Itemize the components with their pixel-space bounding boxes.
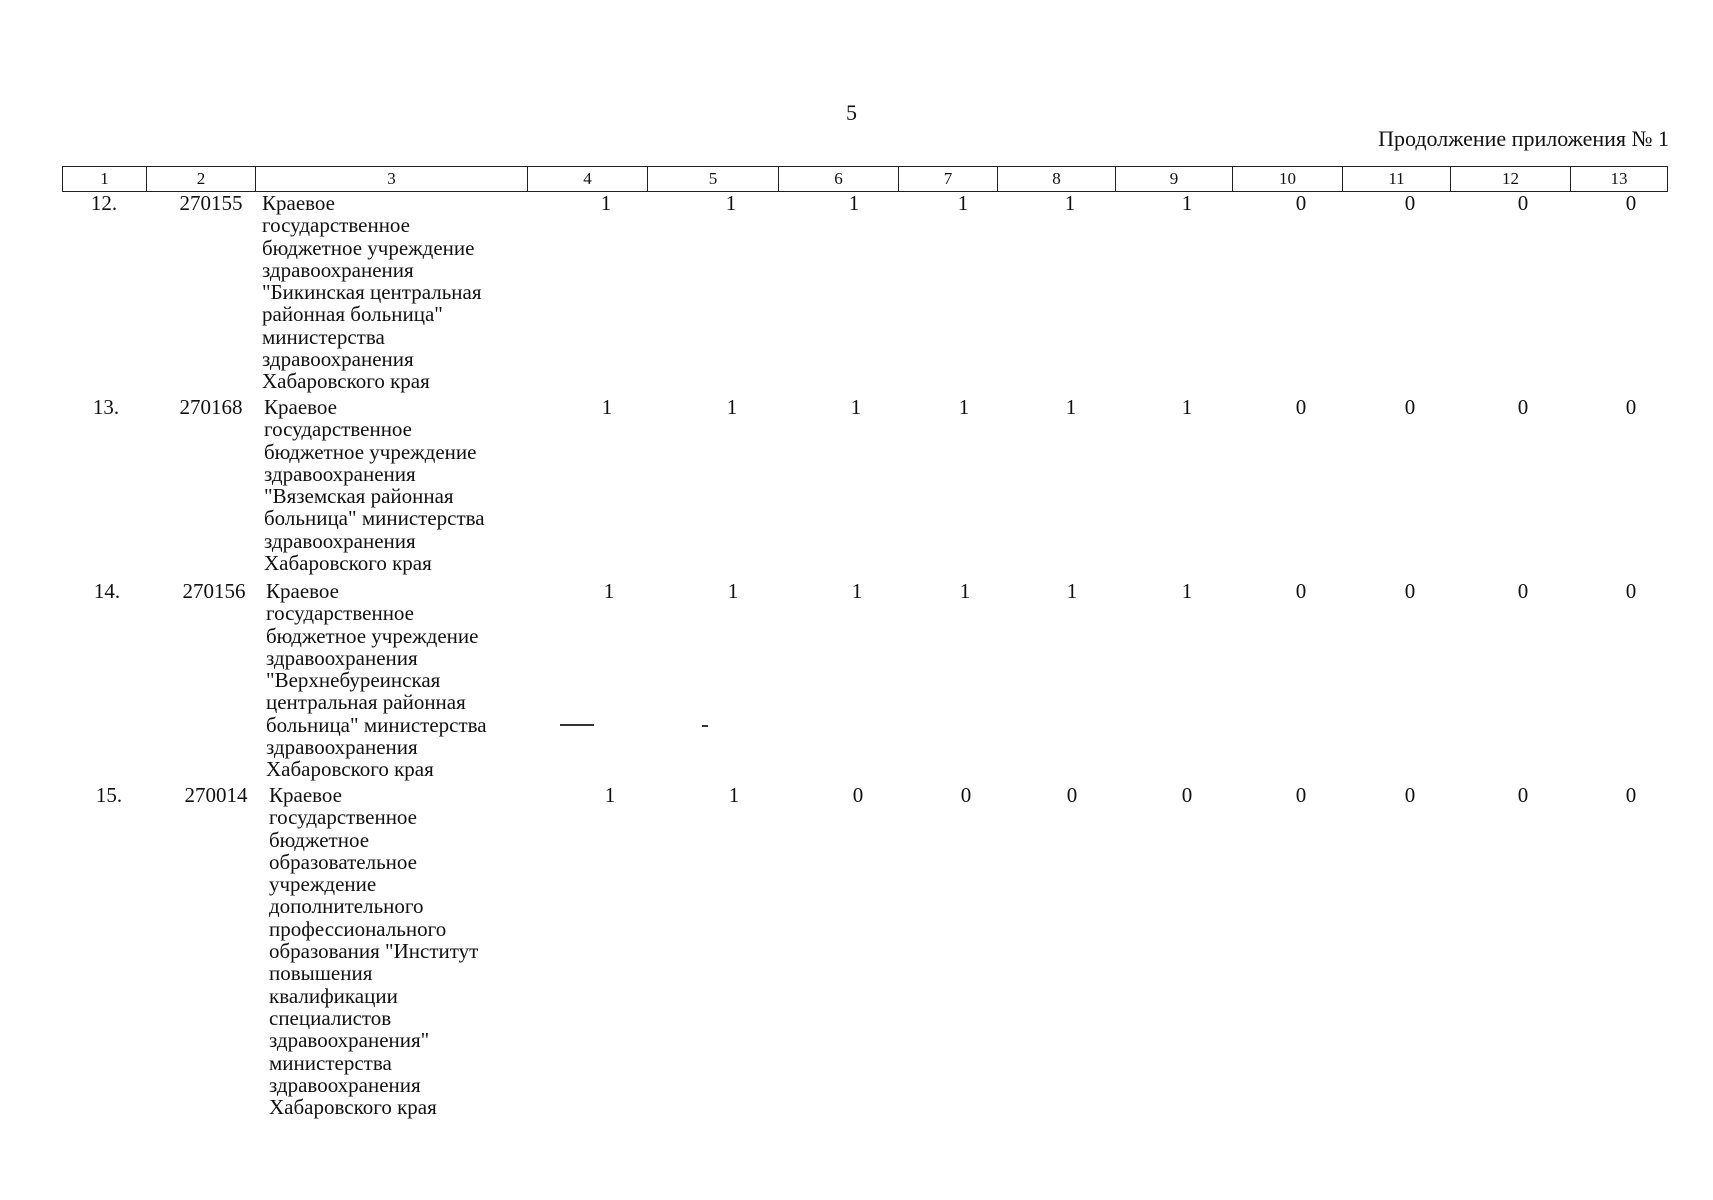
- row-code: 270156: [182, 579, 246, 603]
- value-col-9: 1: [1181, 395, 1193, 419]
- value-col-5: 1: [727, 579, 739, 603]
- value-col-13: 0: [1625, 783, 1637, 807]
- value-col-12: 0: [1517, 191, 1529, 215]
- column-header-row: [62, 166, 1668, 192]
- value-col-4: 1: [601, 395, 613, 419]
- value-col-7: 0: [960, 783, 972, 807]
- value-col-13: 0: [1625, 395, 1637, 419]
- organization-name: Краевое государственное бюджетное учреждение здравоохранения "Верхнебуреинская центральная районная больница" министерства здравоохранения Хабаровского края: [266, 579, 487, 782]
- column-header: 3: [256, 167, 528, 192]
- value-col-11: 0: [1404, 579, 1416, 603]
- column-header: 5: [648, 167, 779, 192]
- value-col-6: 1: [851, 579, 863, 603]
- value-col-5: 1: [725, 191, 737, 215]
- value-col-6: 1: [850, 395, 862, 419]
- value-col-10: 0: [1295, 783, 1307, 807]
- value-col-11: 0: [1404, 395, 1416, 419]
- value-col-10: 0: [1295, 395, 1307, 419]
- row-index: 12.: [90, 191, 118, 215]
- row-index: 15.: [95, 783, 123, 807]
- value-col-10: 0: [1295, 579, 1307, 603]
- appendix-continuation-note: Продолжение приложения № 1: [1378, 126, 1669, 151]
- value-col-9: 1: [1181, 579, 1193, 603]
- row-code: 270168: [179, 395, 243, 419]
- organization-name: Краевое государственное бюджетное учреждение здравоохранения "Вяземская районная больница" министерства здравоохранения Хабаровского края: [264, 395, 485, 576]
- value-col-11: 0: [1404, 783, 1416, 807]
- value-col-11: 0: [1404, 191, 1416, 215]
- value-col-7: 1: [957, 191, 969, 215]
- column-header: 9: [1116, 167, 1233, 192]
- value-col-12: 0: [1517, 579, 1529, 603]
- scan-stroke: [702, 725, 708, 727]
- page-number: 5: [846, 100, 857, 125]
- column-header: 13: [1571, 167, 1668, 192]
- value-col-5: 1: [728, 783, 740, 807]
- column-header: 2: [147, 167, 256, 192]
- value-col-8: 1: [1066, 579, 1078, 603]
- value-col-4: 1: [600, 191, 612, 215]
- column-header: 7: [899, 167, 998, 192]
- value-col-8: 1: [1064, 191, 1076, 215]
- value-col-4: 1: [603, 579, 615, 603]
- row-code: 270014: [184, 783, 248, 807]
- value-col-9: 0: [1181, 783, 1193, 807]
- column-header: 1: [63, 167, 147, 192]
- value-col-6: 1: [848, 191, 860, 215]
- row-code: 270155: [179, 191, 243, 215]
- value-col-7: 1: [959, 579, 971, 603]
- value-col-5: 1: [726, 395, 738, 419]
- value-col-12: 0: [1517, 395, 1529, 419]
- organization-name: Краевое государственное бюджетное образовательное учреждение дополнительного профессионального образования "Институт повышения квалификации специалистов здравоохранения" министерства здравоохранения Хабаровского края: [269, 783, 479, 1120]
- column-header: 8: [998, 167, 1116, 192]
- scan-stroke: [560, 724, 594, 726]
- value-col-9: 1: [1181, 191, 1193, 215]
- value-col-8: 0: [1066, 783, 1078, 807]
- value-col-12: 0: [1517, 783, 1529, 807]
- value-col-10: 0: [1295, 191, 1307, 215]
- column-header: 11: [1343, 167, 1451, 192]
- value-col-8: 1: [1065, 395, 1077, 419]
- column-header: 6: [779, 167, 899, 192]
- value-col-7: 1: [958, 395, 970, 419]
- value-col-6: 0: [852, 783, 864, 807]
- value-col-13: 0: [1625, 191, 1637, 215]
- row-index: 14.: [93, 579, 121, 603]
- column-header: 10: [1233, 167, 1343, 192]
- value-col-4: 1: [604, 783, 616, 807]
- value-col-13: 0: [1625, 579, 1637, 603]
- row-index: 13.: [92, 395, 120, 419]
- column-header: 4: [528, 167, 648, 192]
- column-header: 12: [1451, 167, 1571, 192]
- organization-name: Краевое государственное бюджетное учреждение здравоохранения "Бикинская центральная районная больница" министерства здравоохранения Хабаровского края: [262, 191, 482, 394]
